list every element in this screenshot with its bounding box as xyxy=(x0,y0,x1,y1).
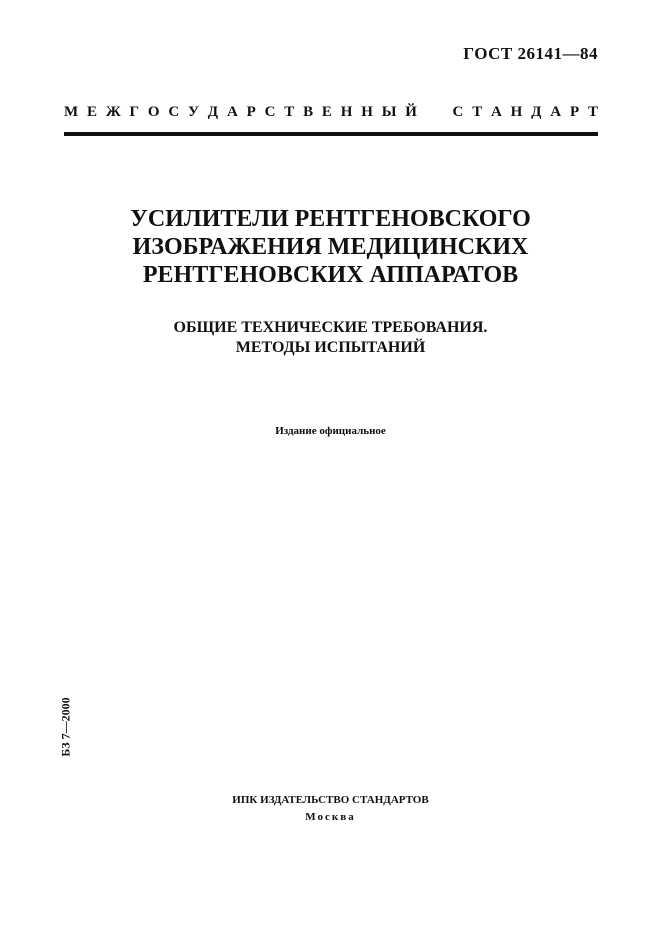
heading-letter: Е xyxy=(321,104,332,120)
heading-letter: Д xyxy=(531,104,542,120)
edition-label: Издание официальное xyxy=(275,425,386,437)
heading-letter: О xyxy=(147,104,160,120)
heading-letter: М xyxy=(64,104,79,120)
heading-letter: Е xyxy=(86,104,97,120)
document-subtitle xyxy=(0,318,661,358)
heading-letter: Т xyxy=(587,104,598,120)
title-line-1: УСИЛИТЕЛИ РЕНТГЕНОВСКОГО xyxy=(130,206,531,232)
heading-letter: А xyxy=(550,104,562,120)
publisher-name: ИПК ИЗДАТЕЛЬСТВО СТАНДАРТОВ xyxy=(232,794,429,806)
document-title xyxy=(0,205,661,289)
heading-letter: Н xyxy=(361,104,373,120)
heading-letter: У xyxy=(187,104,199,120)
heading-letter: С xyxy=(168,104,180,120)
side-catalog-code: БЗ 7—2000 xyxy=(58,697,73,757)
heading-letter: Р xyxy=(569,104,580,120)
gost-number: ГОСТ 26141—84 xyxy=(463,44,598,63)
subtitle-line-2: МЕТОДЫ ИСПЫТАНИЙ xyxy=(235,339,426,356)
subtitle-line-1: ОБЩИЕ ТЕХНИЧЕСКИЕ ТРЕБОВАНИЯ. xyxy=(173,319,488,336)
heading-letter: Н xyxy=(510,104,523,120)
heading-letter: Н xyxy=(340,104,353,120)
heading-letter: Т xyxy=(472,104,483,120)
title-line-2: ИЗОБРАЖЕНИЯ МЕДИЦИНСКИХ xyxy=(132,234,529,260)
standard-type-heading xyxy=(64,104,598,121)
publisher-city: Москва xyxy=(305,811,356,823)
heading-letter: Ы xyxy=(381,104,397,120)
heading-letter-space xyxy=(426,104,444,121)
heading-letter: С xyxy=(264,104,276,120)
header-divider xyxy=(64,132,598,136)
heading-letter: Г xyxy=(129,104,140,120)
heading-letter: С xyxy=(452,104,464,120)
heading-letter: Д xyxy=(207,104,219,120)
heading-letter: Ж xyxy=(105,104,121,120)
heading-letter: Р xyxy=(246,104,256,120)
heading-letter: Т xyxy=(284,104,295,120)
heading-letter: А xyxy=(226,104,238,120)
heading-letter: А xyxy=(491,104,502,120)
heading-letter: Й xyxy=(405,104,417,120)
title-line-3: РЕНТГЕНОВСКИХ АППАРАТОВ xyxy=(142,262,519,288)
heading-letter: В xyxy=(303,104,314,120)
